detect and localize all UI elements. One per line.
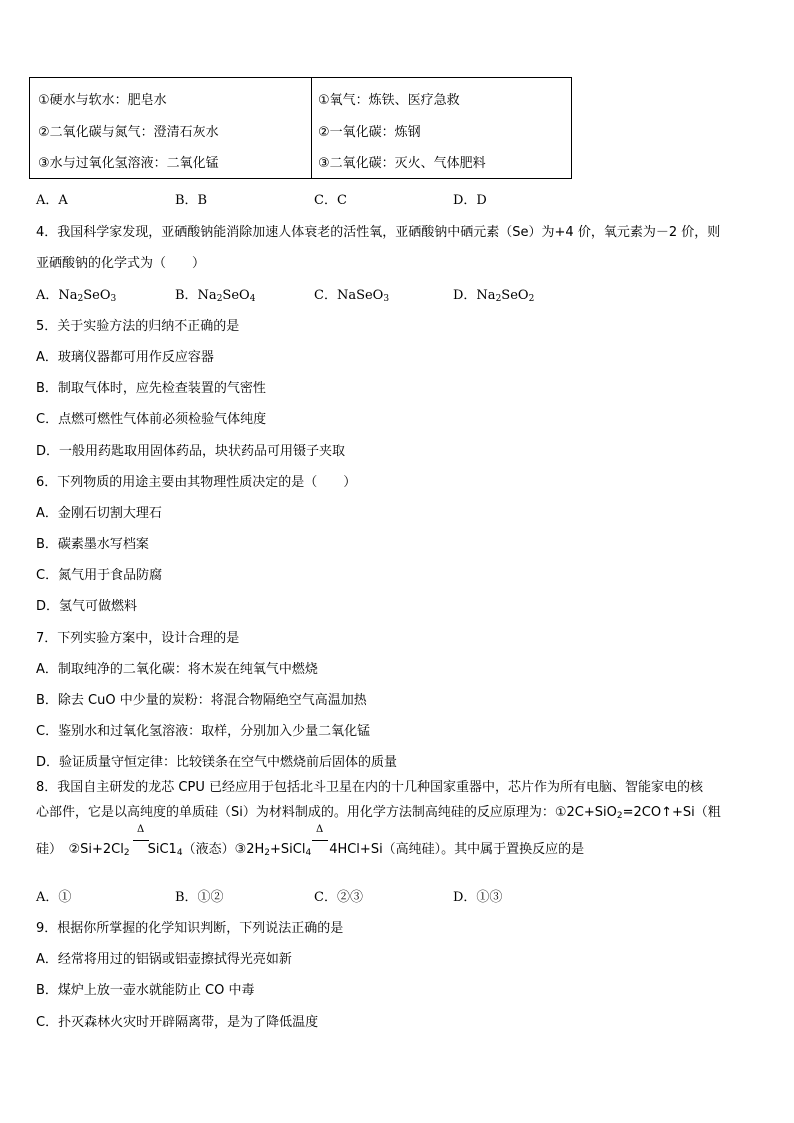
q6-option-b[interactable]: B．碳素墨水写档案: [36, 537, 149, 552]
reaction-condition-delta-1: Δ: [137, 824, 145, 835]
q7-stem: 7．下列实验方案中，设计合理的是: [36, 631, 240, 646]
q5-stem: 5．关于实验方法的归纳不正确的是: [36, 319, 240, 334]
q5-option-d[interactable]: D．一般用药匙取用固体药品，块状药品可用镊子夹取: [36, 444, 346, 459]
q6-stem: 6．下列物质的用途主要由其物理性质决定的是（ ）: [36, 475, 357, 490]
q9-option-a[interactable]: A．经常将用过的铝锅或铝壶擦拭得光亮如新: [36, 952, 292, 967]
q3-option-d[interactable]: D．D: [453, 193, 487, 208]
q9-option-c[interactable]: C．扑灭森林火灾时开辟隔离带，是为了降低温度: [36, 1015, 319, 1030]
q3-option-c[interactable]: C．C: [314, 193, 347, 208]
table-divider: [311, 78, 312, 178]
table-right-row-3: ③二氧化碳：灭火、气体肥料: [318, 156, 486, 171]
q8-option-b[interactable]: B．①②: [175, 890, 224, 905]
q4-stem-line-1: 4．我国科学家发现，亚硒酸钠能消除加速人体衰老的活性氧，亚硒酸钠中硒元素（Se）为+4 价，氧元素为－2 价，则: [36, 225, 721, 240]
q5-option-c[interactable]: C．点燃可燃性气体前必须检验气体纯度: [36, 412, 267, 427]
table-right-row-1: ①氧气：炼铁、医疗急救: [318, 93, 460, 108]
q8-option-a[interactable]: A．①: [36, 890, 72, 905]
q4-option-b[interactable]: B．$Na_2SeO_4$: [175, 288, 256, 304]
q8-option-c[interactable]: C．②③: [314, 890, 363, 905]
q7-option-c[interactable]: C．鉴别水和过氧化氢溶液：取样，分别加入少量二氧化锰: [36, 724, 371, 739]
table-left-row-2: ②二氧化碳与氮气：澄清石灰水: [38, 125, 219, 140]
table-left-row-3: ③水与过氧化氢溶液：二氧化锰: [38, 156, 219, 171]
q6-option-d[interactable]: D．氢气可做燃料: [36, 599, 138, 614]
q9-stem: 9．根据你所掌握的化学知识判断，下列说法正确的是: [36, 921, 344, 936]
q7-option-d[interactable]: D．验证质量守恒定律：比较镁条在空气中燃烧前后固体的质量: [36, 755, 398, 770]
q4-option-c[interactable]: C．NaSeO$_3$: [314, 288, 390, 304]
q7-option-b[interactable]: B．除去 CuO 中少量的炭粉：将混合物隔绝空气高温加热: [36, 693, 367, 708]
q8-option-d[interactable]: D．①③: [453, 890, 503, 905]
answer-table: [29, 77, 572, 179]
q3-option-a[interactable]: A．A: [36, 193, 68, 208]
q6-option-c[interactable]: C．氮气用于食品防腐: [36, 568, 163, 583]
q4-option-a[interactable]: A．$Na_2SeO_3$: [36, 288, 117, 304]
table-left-row-1: ①硬水与软水：肥皂水: [38, 93, 167, 108]
reaction-condition-delta-2: Δ: [316, 824, 324, 835]
q8-stem-line-3: 硅） $②Si+2Cl_2$ $SiC1_4$（液态）$③2H_2+SiCl_4$ 4HCl+Si（高纯硅）。其中属于置换反应的是: [36, 842, 585, 858]
q4-stem-line-2: 亚硒酸钠的化学式为（ ）: [36, 256, 206, 271]
q8-stem-line-2: 心部件，它是以高纯度的单质硅（Si）为材料制成的。用化学方法制高纯硅的反应原理为：①2C+SiO$_2$=2CO↑+Si（粗: [36, 805, 721, 821]
q9-option-b[interactable]: B．煤炉上放一壶水就能防止 CO 中毒: [36, 983, 255, 998]
table-right-row-2: ②一氧化碳：炼钢: [318, 125, 421, 140]
q3-option-b[interactable]: B．B: [175, 193, 208, 208]
q5-option-a[interactable]: A．玻璃仪器都可用作反应容器: [36, 350, 214, 365]
q4-option-d[interactable]: D．$Na_2SeO_2$: [453, 288, 535, 304]
q7-option-a[interactable]: A．制取纯净的二氧化碳：将木炭在纯氧气中燃烧: [36, 662, 318, 677]
q8-stem-line-1: 8．我国自主研发的龙芯 CPU 已经应用于包括北斗卫星在内的十几种国家重器中，芯片作为所有电脑、智能家电的核: [36, 780, 703, 795]
q6-option-a[interactable]: A．金刚石切割大理石: [36, 506, 162, 521]
q5-option-b[interactable]: B．制取气体时，应先检查装置的气密性: [36, 381, 266, 396]
